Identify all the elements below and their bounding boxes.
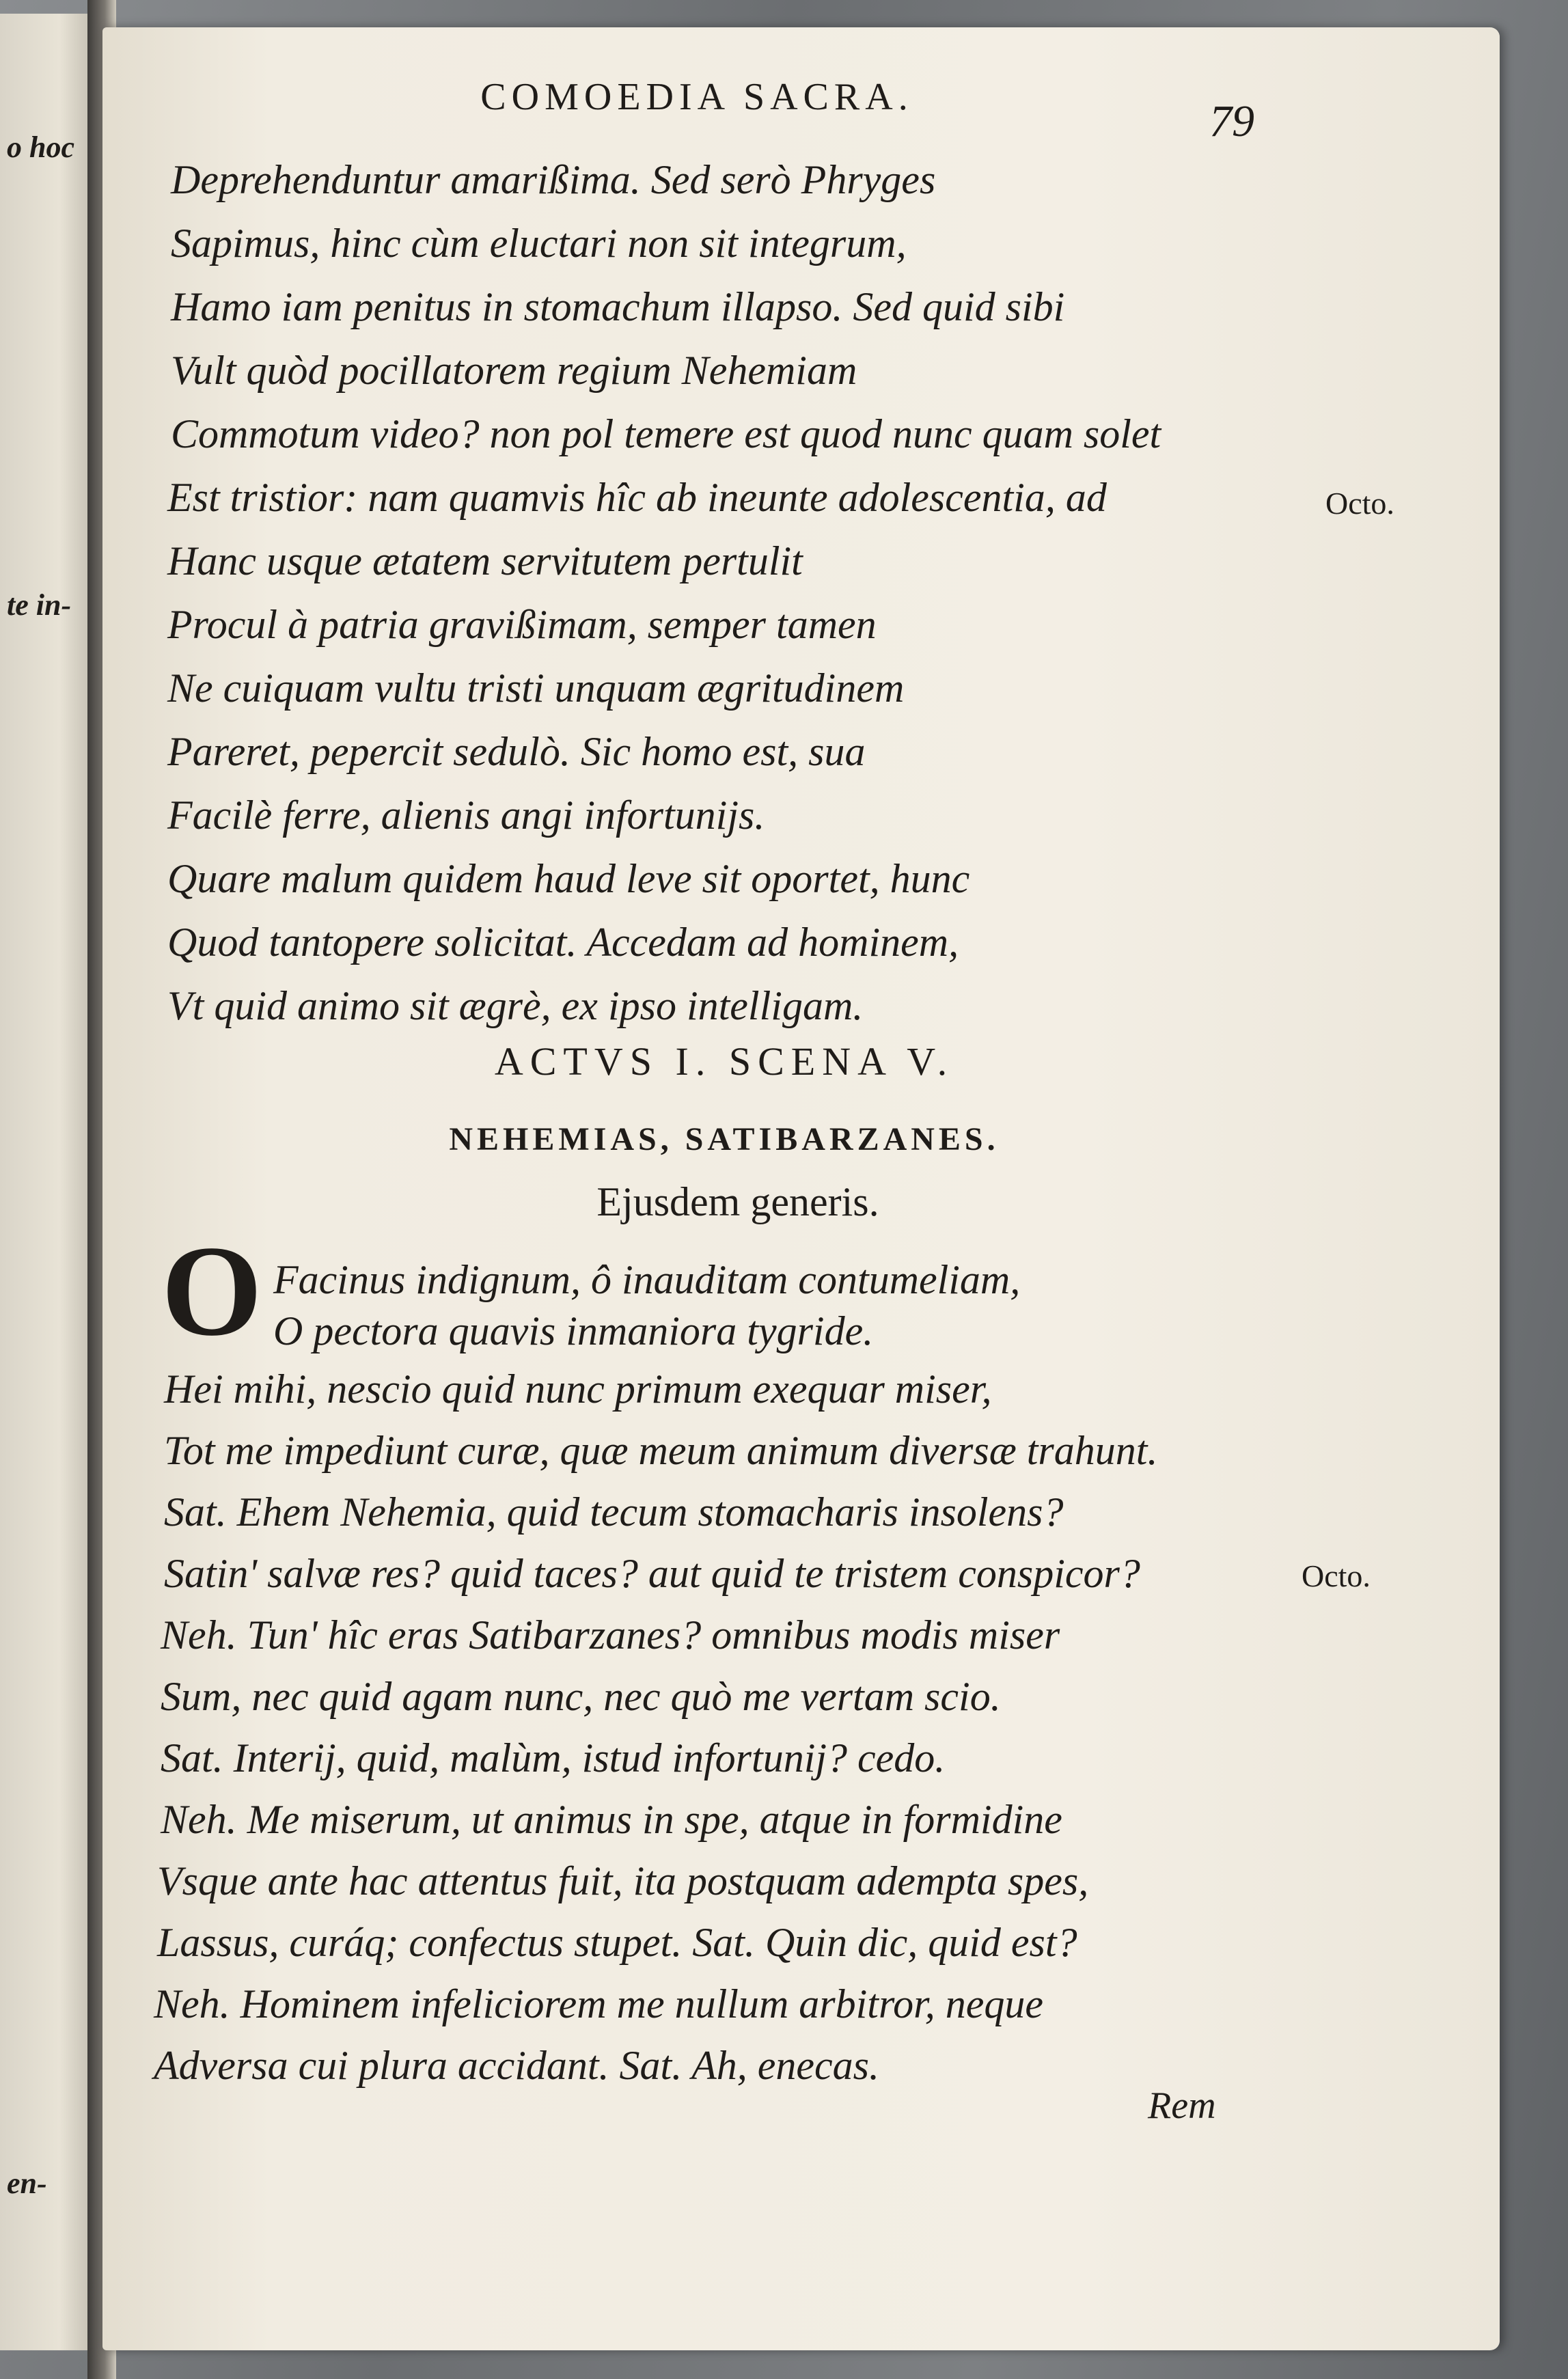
verse-line: Procul à patria gravißimam, semper tamen: [167, 602, 877, 647]
scene-line: Hei mihi, nescio quid nunc primum exequar miser,: [164, 1366, 992, 1412]
scene-line: Vsque ante hac attentus fuit, ita postquam adempta spes,: [157, 1858, 1089, 1903]
facing-page-fragment: te in-: [7, 588, 72, 622]
verse-line: Ne cuiquam vultu tristi unquam ægritudinem: [167, 665, 905, 711]
scene-line: Satin' salvæ res? quid taces? aut quid te tristem conspicor?: [164, 1551, 1140, 1596]
act-scene-heading: ACTVS I. SCENA V.: [494, 1039, 954, 1084]
genre-note: Ejusdem generis.: [596, 1179, 879, 1224]
scene-line: Sat. Ehem Nehemia, quid tecum stomacharis insolens?: [164, 1489, 1064, 1535]
scene-line: Facinus indignum, ô inauditam contumeliam,: [273, 1257, 1021, 1302]
scene-line: Neh. Me miserum, ut animus in spe, atque in formidine: [161, 1797, 1062, 1842]
scene-line: Neh. Hominem infeliciorem me nullum arbitror, neque: [154, 1981, 1044, 2026]
verse-line: Pareret, pepercit sedulò. Sic homo est, sua: [167, 729, 866, 774]
margin-note: Octo.: [1302, 1558, 1371, 1593]
scene-line: Neh. Tun' hîc eras Satibarzanes? omnibus modis miser: [161, 1612, 1060, 1658]
verse-line: Vt quid animo sit ægrè, ex ipso intelligam.: [167, 983, 864, 1028]
verse-line: Hanc usque ætatem servitutem pertulit: [167, 538, 803, 583]
verse-line: Commotum video? non pol temere est quod nunc quam solet: [171, 411, 1161, 456]
character-list: NEHEMIAS, SATIBARZANES.: [449, 1121, 1000, 1157]
facing-page-fragment: en-: [7, 2167, 47, 2200]
scene-line: Lassus, curáq; confectus stupet. Sat. Quin dic, quid est?: [157, 1920, 1077, 1965]
drop-capital: O: [161, 1220, 262, 1363]
scene-line: O pectora quavis inmaniora tygride.: [273, 1308, 874, 1353]
facing-page-fragment: o hoc: [7, 130, 74, 164]
scene-line: Sum, nec quid agam nunc, nec quò me vertam scio.: [161, 1674, 1001, 1719]
verse-line: Quod tantopere solicitat. Accedam ad hominem,: [167, 920, 959, 965]
verse-line: Vult quòd pocillatorem regium Nehemiam: [171, 348, 857, 393]
facing-page-edge: [0, 14, 99, 2350]
running-head: COMOEDIA SACRA.: [480, 76, 913, 118]
verse-line: Deprehenduntur amarißima. Sed serò Phryges: [171, 157, 936, 202]
verse-line: Facilè ferre, alienis angi infortunijs.: [167, 793, 765, 838]
scene-line: Adversa cui plura accidant. Sat. Ah, enecas.: [154, 2043, 880, 2088]
catchword: Rem: [1148, 2085, 1216, 2127]
margin-note: Octo.: [1325, 486, 1394, 521]
verse-line: Hamo iam penitus in stomachum illapso. Sed quid sibi: [171, 284, 1065, 329]
page-number: 79: [1209, 96, 1254, 146]
scene-line: Sat. Interij, quid, malùm, istud infortunij? cedo.: [161, 1735, 946, 1780]
verse-line: Est tristior: nam quamvis hîc ab ineunte adolescentia, ad: [167, 475, 1107, 520]
verse-line: Sapimus, hinc cùm eluctari non sit integrum,: [171, 221, 907, 266]
scene-line: Tot me impediunt curæ, quæ meum animum diversæ trahunt.: [164, 1428, 1158, 1473]
verse-line: Quare malum quidem haud leve sit oportet, hunc: [167, 856, 970, 901]
